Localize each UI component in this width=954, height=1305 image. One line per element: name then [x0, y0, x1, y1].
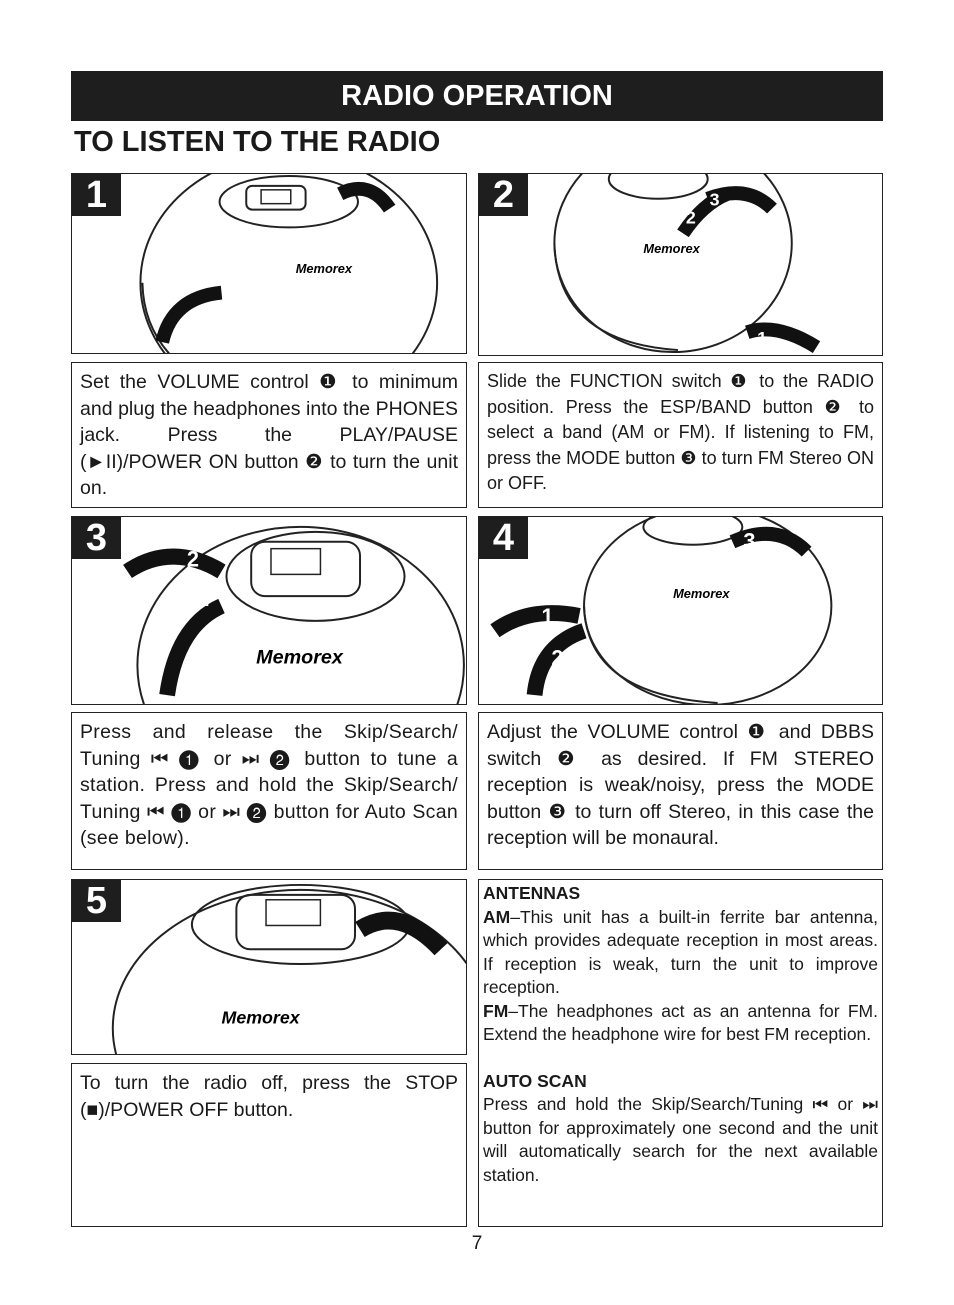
am-label: AM — [483, 906, 511, 927]
fm-paragraph — [483, 1000, 878, 1047]
callout-3: 3 — [743, 528, 756, 554]
step-3-text: Press and release the Skip/Search/ Tuning ⏮ ❶ or ⏭ ❷ button to tune a station. Press and hold the Skip/Search/ Tuning ⏮ ❶ or ⏭ ❷ button for Auto Scan (see below). — [80, 721, 458, 849]
am-text: –This unit has a built-in ferrite bar antenna, which provides adequate reception in most areas. If reception is weak, turn the unit to improve reception. — [483, 906, 878, 997]
step-2-illustration — [478, 173, 883, 356]
page-subtitle: TO LISTEN TO THE RADIO — [74, 126, 441, 158]
page-number: 7 — [471, 1233, 483, 1254]
antenna-autoscan-info — [478, 879, 883, 1227]
step-2-instructions — [478, 362, 883, 508]
brand-logo: Memorex — [295, 260, 353, 276]
cd-player-icon — [72, 517, 466, 704]
callout-3: 3 — [709, 189, 720, 210]
step-4-text: Adjust the VOLUME control ❶ and DBBS switch ❷ as desired. If FM STEREO reception is weak/noisy, press the MODE button ❸ to turn off Stereo, in this case the reception will be monaural. — [487, 721, 874, 849]
step-4-instructions — [478, 712, 883, 870]
am-paragraph — [483, 906, 878, 1000]
cd-player-icon — [72, 174, 466, 353]
step-5-number: 5 — [72, 880, 121, 922]
autoscan-text: Press and hold the Skip/Search/Tuning ⏮ or ⏭ button for approximately one second and the unit will automatically search for the next available station. — [483, 1094, 878, 1185]
cd-player-icon — [72, 880, 466, 1054]
step-2-text: Slide the FUNCTION switch ❶ to the RADIO position. Press the ESP/BAND button ❷ to select a band (AM or FM). If listening to FM, press the MODE button ❸ to turn FM Stereo ON or OFF. — [487, 371, 874, 493]
fm-text: –The headphones act as an antenna for FM. Extend the headphone wire for best FM reception. — [483, 1000, 878, 1044]
section-banner: RADIO OPERATION — [71, 71, 883, 121]
step-1-illustration — [71, 173, 467, 354]
step-4-illustration — [478, 516, 883, 705]
callout-1: 1 — [196, 586, 209, 612]
step-5-text: To turn the radio off, press the STOP (■)/POWER OFF button. — [80, 1072, 458, 1121]
step-5-instructions — [71, 1063, 467, 1227]
callout-2: 2 — [685, 207, 696, 228]
fm-label: FM — [483, 1000, 509, 1021]
step-1-instructions — [71, 362, 467, 508]
brand-logo: Memorex — [673, 586, 730, 602]
callout-1: 1 — [124, 286, 135, 307]
antennas-heading: ANTENNAS — [483, 883, 581, 903]
cd-player-icon — [479, 517, 882, 704]
step-1-number: 1 — [72, 174, 121, 216]
step-3-instructions — [71, 712, 467, 870]
callout-2: 2 — [551, 645, 564, 671]
step-2-number: 2 — [479, 174, 528, 216]
step-5-illustration — [71, 879, 467, 1055]
callout-1: 1 — [757, 328, 768, 349]
callout-2: 2 — [332, 189, 343, 210]
cd-player-icon — [479, 174, 882, 355]
step-1-text: Set the VOLUME control ❶ to minimum and plug the headphones into the PHONES jack. Press the PLAY/PAUSE (►II)/POWER ON button ❷ to turn the unit on. — [80, 371, 458, 499]
brand-logo: Memorex — [221, 1007, 300, 1028]
callout-1: 1 — [541, 603, 554, 629]
step-4-number: 4 — [479, 517, 528, 559]
callout-2: 2 — [186, 546, 199, 572]
step-3-illustration — [71, 516, 467, 705]
brand-logo: Memorex — [256, 646, 343, 669]
step-3-number: 3 — [72, 517, 121, 559]
autoscan-heading: AUTO SCAN — [483, 1070, 587, 1091]
brand-logo: Memorex — [643, 241, 700, 257]
